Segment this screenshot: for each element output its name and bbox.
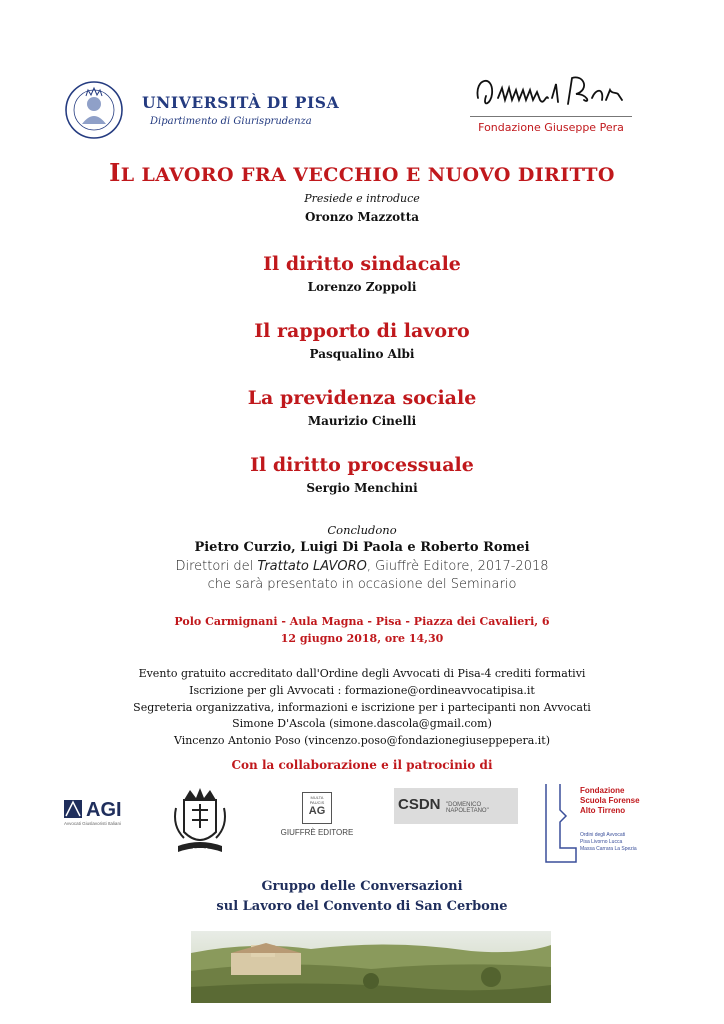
info-line: Vincenzo Antonio Poso (vincenzo.poso@fondazionegiuseppepera.it)	[173, 734, 551, 747]
gruppo-line: Gruppo delle Conversazioni	[261, 879, 463, 894]
session-topic: La previdenza sociale	[247, 387, 477, 409]
title-initial: I	[109, 158, 121, 187]
agi-logo-text: AGI	[86, 799, 122, 821]
university-seal-logo	[64, 80, 124, 140]
foundation-name: Fondazione Giuseppe Pera	[478, 121, 624, 134]
conclusion-label: Concludono	[327, 523, 397, 537]
info-line: Segreteria organizzativa, informazioni e iscrizione per i partecipanti non Avvocati	[133, 701, 591, 714]
conclusion-treatise-line: Direttori del Trattato LAVORO, Giuffrè Editore, 2017-2018	[175, 559, 549, 574]
session-topic: Il diritto sindacale	[263, 253, 461, 275]
giuffre-box-text: AG	[308, 805, 326, 817]
bar-association-crest-logo	[170, 786, 230, 860]
title-rest: L LAVORO FRA VECCHIO E NUOVO DIRITTO	[120, 164, 615, 186]
fsf-title: Fondazione Scuola Forense Alto Tirreno	[580, 786, 640, 815]
session-speaker: Sergio Menchini	[306, 481, 418, 495]
treatise-title: Trattato LAVORO	[257, 559, 367, 574]
crest-year: 1874	[191, 848, 209, 855]
signature-logo	[472, 68, 632, 118]
info-line: Simone D'Ascola (simone.dascola@gmail.com)	[232, 717, 492, 730]
giuffre-editore-logo	[270, 790, 364, 842]
venue-place: Polo Carmignani - Aula Magna - Pisa - Piazza dei Cavalieri, 6	[174, 615, 550, 628]
foundation-divider	[470, 116, 632, 117]
chair-name: Oronzo Mazzotta	[304, 210, 420, 224]
convent-landscape-photo	[191, 931, 551, 1003]
venue-date: 12 giugno 2018, ore 14,30	[280, 632, 444, 645]
fsf-subtitle: Ordini degli Avvocati Pisa Livorno Lucca Massa Carrara La Spezia	[580, 832, 637, 852]
giuffre-motto: MULTA PAUCIS	[309, 795, 325, 805]
session-speaker: Maurizio Cinelli	[307, 414, 417, 428]
conclusion-seminar-line: che sarà presentato in occasione del Seminario	[207, 577, 517, 592]
info-line: Evento gratuito accreditato dall'Ordine degli Avvocati di Pisa-4 crediti formativi	[138, 667, 586, 680]
gruppo-line: sul Lavoro del Convento di San Cerbone	[216, 899, 508, 914]
chair-label: Presiede e introduce	[304, 192, 420, 205]
giuffre-name: GIUFFRÈ EDITORE	[280, 828, 354, 837]
fondazione-scuola-forense-logo	[540, 782, 674, 866]
collaboration-title: Con la collaborazione e il patrocinio di	[231, 758, 493, 772]
csdn-long: "DOMENICO NAPOLETANO"	[446, 802, 489, 814]
session-topic: Il rapporto di lavoro	[254, 320, 470, 342]
university-name: UNIVERSITÀ DI PISA	[142, 93, 340, 112]
session-speaker: Lorenzo Zoppoli	[307, 280, 417, 294]
conclusion-names: Pietro Curzio, Luigi Di Paola e Roberto Romei	[194, 540, 530, 555]
university-department: Dipartimento di Giurisprudenza	[150, 116, 312, 127]
info-line: Iscrizione per gli Avvocati : formazione@ordineavvocatipisa.it	[189, 684, 535, 697]
agi-logo	[62, 796, 148, 830]
session-topic: Il diritto processuale	[250, 454, 474, 476]
event-title	[0, 158, 724, 187]
giuffre-box	[302, 792, 332, 824]
agi-logo-subtitle: Avvocati Giuslavoristi Italiani	[64, 821, 121, 826]
csdn-short: CSDN	[398, 796, 441, 813]
session-speaker: Pasqualino Albi	[309, 347, 415, 361]
csdn-logo	[394, 788, 518, 824]
